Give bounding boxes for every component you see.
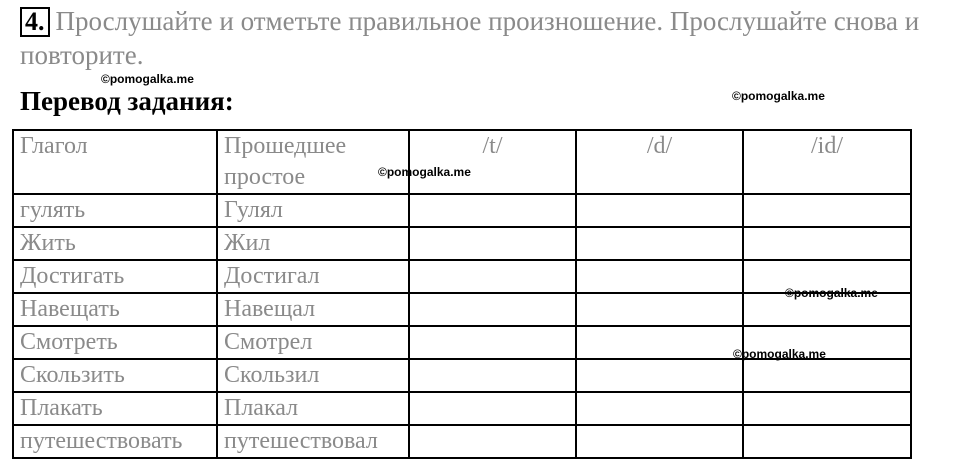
verb-cell: Смотреть (13, 326, 217, 359)
table-row (13, 227, 911, 260)
d-cell (576, 359, 743, 392)
t-cell (409, 194, 576, 227)
past-simple-cell: Жил (217, 227, 409, 260)
past-simple-cell: Плакал (217, 392, 409, 425)
header-d: /d/ (576, 130, 743, 194)
t-cell (409, 326, 576, 359)
verb-cell: Плакать (13, 392, 217, 425)
watermark: ©pomogalka.me (378, 165, 471, 179)
id-cell (743, 425, 911, 458)
watermark: ©pomogalka.me (732, 89, 825, 103)
header-past-simple: Прошедшее простое (217, 130, 409, 194)
table-row (13, 293, 911, 326)
table-row (13, 425, 911, 458)
t-cell (409, 293, 576, 326)
past-simple-cell: Скользил (217, 359, 409, 392)
id-cell (743, 227, 911, 260)
verb-cell: Скользить (13, 359, 217, 392)
table-row (13, 359, 911, 392)
t-cell (409, 392, 576, 425)
id-cell (743, 392, 911, 425)
table-row (13, 392, 911, 425)
verb-cell: Жить (13, 227, 217, 260)
header-id: /id/ (743, 130, 911, 194)
verb-cell: Достигать (13, 260, 217, 293)
past-simple-cell: Навещал (217, 293, 409, 326)
header-verb: Глагол (13, 130, 217, 194)
past-simple-cell: Смотрел (217, 326, 409, 359)
table-row (13, 260, 911, 293)
watermark: ©pomogalka.me (785, 286, 878, 300)
id-cell (743, 359, 911, 392)
table-row (13, 194, 911, 227)
task-instruction (20, 4, 940, 72)
past-simple-cell: путешествовал (217, 425, 409, 458)
t-cell (409, 260, 576, 293)
verb-cell: гулять (13, 194, 217, 227)
watermark: ©pomogalka.me (101, 72, 194, 86)
verb-cell: путешествовать (13, 425, 217, 458)
d-cell (576, 425, 743, 458)
past-simple-cell: Достигал (217, 260, 409, 293)
table-header-row (13, 130, 911, 194)
d-cell (576, 326, 743, 359)
verb-cell: Навещать (13, 293, 217, 326)
d-cell (576, 260, 743, 293)
d-cell (576, 293, 743, 326)
task-number: 4. (20, 7, 50, 37)
past-simple-cell: Гулял (217, 194, 409, 227)
id-cell (743, 194, 911, 227)
task-text: Прослушайте и отметьте правильное произношение. Прослушайте снова и повторите. (20, 6, 920, 70)
translation-heading: Перевод задания: (20, 86, 234, 116)
watermark: ©pomogalka.me (733, 347, 826, 361)
d-cell (576, 392, 743, 425)
t-cell (409, 227, 576, 260)
d-cell (576, 227, 743, 260)
t-cell (409, 359, 576, 392)
d-cell (576, 194, 743, 227)
t-cell (409, 425, 576, 458)
header-t: /t/ (409, 130, 576, 194)
